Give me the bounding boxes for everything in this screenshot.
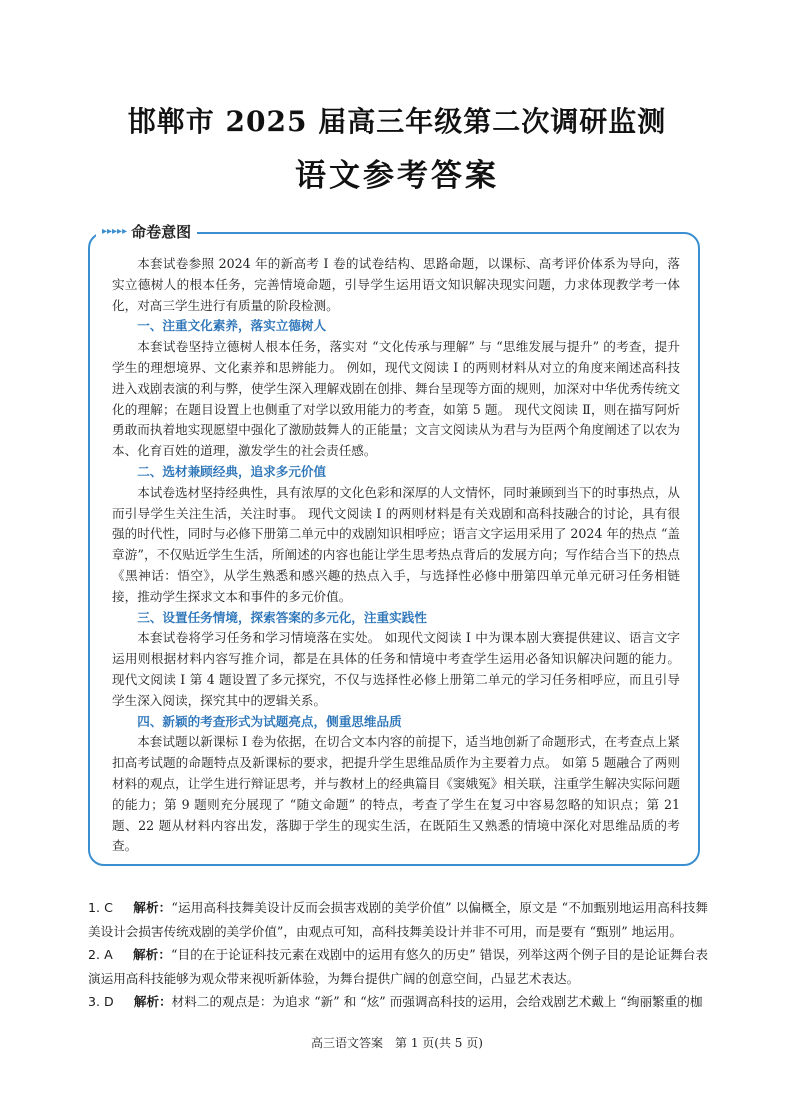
answer-label: 解析： [133,994,172,1009]
answer-item-3 [88,990,708,1014]
document-title: 邯郸市 2025 届高三年级第二次调研监测 [127,105,667,138]
intro-paragraph: 本套试卷参照 2024 年的新高考 Ⅰ 卷的试卷结构、思路命题，以课标、高考评价体系为导向，落实立德树人的根本任务，完善情境命题，引导学生运用语文知识解决现实问题，力求体现教学考一体化，对高三学生进行有质量的阶段检测。 [112,256,680,313]
page-footer: 高三语文答案 第 1 页(共 5 页) [311,1036,483,1050]
section-heading-2: 二、选材兼顾经典，追求多元价值 [137,463,327,479]
answer-number: 3. D [88,994,114,1009]
answer-item-2 [88,943,708,990]
answer-number: 1. C [88,900,113,915]
intent-box-content [112,254,680,857]
answer-number: 2. A [88,947,113,962]
answer-label: 解析： [133,900,172,915]
document-subtitle: 语文参考答案 [295,158,499,194]
section-text-2: 本试卷选材坚持经典性，具有浓厚的文化色彩和深厚的人文情怀，同时兼顾到当下的时事热点，从而引导学生关注生活，关注时事。 现代文阅读 Ⅰ 的两则材料是有关戏剧和高科技融合的讨论，具有很强的时代性，同时与必修下册第二单元中的戏剧知识相呼应；语言文字运用采用了 2024 年的热点 “盖章游”，不仅贴近学生生活，所阐述的内容也能让学生思考热点背后的发展方向；写作结合当下的热点《黑神话：悟空》，从学生熟悉和感兴趣的热点入手，与选择性必修中册第四单元单元研习任务相链接，推动学生探求文本和事件的多元价值。 [112,484,680,604]
section-text-1: 本套试卷坚持立德树人根本任务，落实对 “文化传承与理解” 与 “思维发展与提升” 的考查，提升学生的理想境界、文化素养和思辨能力。 例如，现代文阅读 Ⅰ 的两则材料从对立的角度来阐述高科技进入戏剧表演的利与弊，使学生深入理解戏剧在创排、舞台呈现等方面的规则，加深对中华优秀传统文化的理解；在题目设置上也侧重了对学以致用能力的考查，如第 5 题。 现代文阅读 Ⅱ，则在描写阿炘勇敢而执着地实现愿望中强化了激励鼓舞人的正能量；文言文阅读从为君与为臣两个角度阐述了以农为本、化育百姓的道理，激发学生的社会责任感。 [112,339,680,459]
intent-box-title: 命卷意图 [131,222,192,241]
section-text-4: 本套试题以新课标 Ⅰ 卷为依据，在切合文本内容的前提下，适当地创新了命题形式，在考查点上紧扣高考试题的命题特点及新课标的要求，把提升学生思维品质作为主要着力点。 如第 5 题融合了两则材料的观点，让学生进行辩证思考，并与教材上的经典篇目《窦娥冤》相关联，注重学生解决实际问题的能力；第 9 题则充分展现了 “随文命题” 的特点，考查了学生在复习中容易忽略的知识点；第 21 题、22 题从材料内容出发，落脚于学生的现实生活，在既陌生又熟悉的情境中深化对思维品质的考查。 [112,734,680,854]
arrows-icon: ▸▸▸▸▸ [102,225,128,237]
section-heading-4: 四、新颖的考查形式为试题亮点，侧重思维品质 [137,713,402,729]
answer-label: 解析： [132,947,172,962]
answer-text: “运用高科技舞美设计反而会损害戏剧的美学价值” 以偏概全，原文是 “不加甄别地运用高科技舞美设计会损害传统戏剧的美学价值”，由观点可知，高科技舞美设计并非不可用，而是要有 “甄别” 地运用。 [88,900,709,939]
answers-list [88,896,708,1014]
answer-text: 材料二的观点是：为追求 “新” 和 “炫” 而强调高科技的运用，会给戏剧艺术戴上 “绚丽繁重的枷 [171,994,703,1009]
section-text-3: 本套试卷将学习任务和学习情境落在实处。 如现代文阅读 Ⅰ 中为课本剧大赛提供建议、语言文字运用则根据材料内容写推介词，都是在具体的任务和情境中考查学生运用必备知识解决问题的能力。 现代文阅读 Ⅰ 第 4 题设置了多元探究，不仅与选择性必修上册第二单元的学习任务相呼应，而且引导学生深入阅读，探究其中的逻辑关系。 [112,630,680,708]
answer-text: “目的在于论证科技元素在戏剧中的运用有悠久的历史” 错误，列举这两个例子目的是论证舞台表演运用高科技能够为观众带来视听新体验，为舞台提供广阔的创意空间，凸显艺术表达。 [88,947,708,986]
answer-item-1 [88,896,708,943]
intent-box-header [96,218,197,244]
section-heading-1: 一、注重文化素养，落实立德树人 [137,318,327,334]
section-heading-3: 三、设置任务情境，探索答案的多元化，注重实践性 [137,609,427,625]
